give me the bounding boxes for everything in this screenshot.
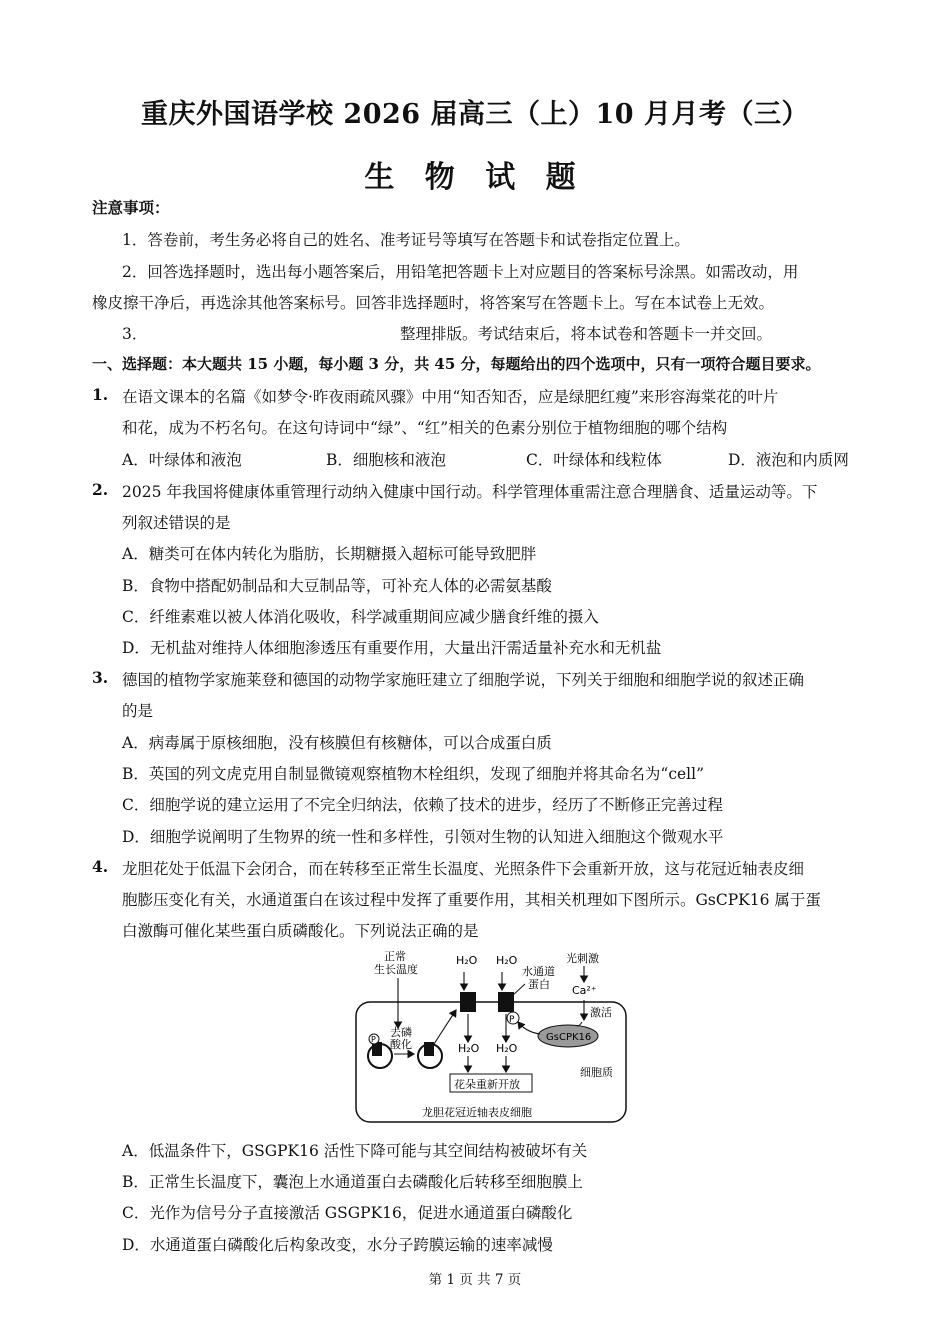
dephos-label-1: 去磷 [390,1026,412,1039]
notice-item-3-number: 3． [122,325,148,343]
cell-outline [356,1002,626,1122]
dephos-label-2: 酸化 [390,1038,412,1051]
question-number: 3. [92,668,109,687]
aquaporin-label-1: 水通道 [522,965,555,978]
kinase-arrow [518,1022,540,1034]
option-b: B．英国的列文虎克用自制显微镜观察植物木栓组织，发现了细胞并将其命名为“cell” [122,765,705,783]
option-d: D．无机盐对维持人体细胞渗透压有重要作用，大量出汗需适量补充水和无机盐 [122,639,662,657]
question-stem-line: 的是 [122,702,154,720]
h2o-inside-left: H₂O [458,1042,480,1055]
question-stem-line: 德国的植物学家施莱登和德国的动物学家施旺建立了细胞学说，下列关于细胞和细胞学说的叙述正确 [122,671,805,689]
question-stem-line: 白激酶可催化某些蛋白质磷酸化。下列说法正确的是 [122,922,479,940]
vesicle-channel-right [424,1042,434,1056]
cytoplasm-label: 细胞质 [580,1066,613,1079]
activate-label: 激活 [590,1006,612,1019]
notice-item-2-line-1: 2．回答选择题时，选出每小题答案后，用铅笔把答题卡上对应题目的答案标号涂黑。如需改动，用 [122,263,799,281]
phosphate-label: P [509,1015,515,1025]
option-a: A．叶绿体和液泡 [122,451,242,469]
aquaporin-channel-left [460,992,476,1012]
option-c: C．光作为信号分子直接激活 GSGPK16，促进水通道蛋白磷酸化 [122,1204,573,1222]
normal-temp-label-1: 正常 [384,950,406,963]
option-d: D．细胞学说阐明了生物界的统一性和多样性，引领对生物的认知进入细胞这个微观水平 [122,828,724,846]
aquaporin-label-2: 蛋白 [528,978,550,991]
notice-item-3-text: 整理排版。考试结束后，将本试卷和答题卡一并交回。 [400,325,773,343]
option-a: A．低温条件下，GSGPK16 活性下降可能与其空间结构被破坏有关 [122,1142,588,1160]
question-stem-line: 龙胆花处于低温下会闭合，而在转移至正常生长温度、光照条件下会重新开放，这与花冠近轴表皮细 [122,860,805,878]
calcium-label: Ca²⁺ [572,984,597,997]
exam-subtitle: 生 物 试 题 [364,160,586,195]
question-stem-line: 在语文课本的名篇《如梦令·昨夜雨疏风骤》中用“知否知否，应是绿肥红瘦”来形容海棠花的叶片 [122,388,779,406]
option-b: B．细胞核和液泡 [326,451,446,469]
cell-name-label: 龙胆花冠近轴表皮细胞 [422,1106,532,1119]
notice-item-2-line-2: 橡皮擦干净后，再选涂其他答案标号。回答非选择题时，将答案写在答题卡上。写在本试卷上无效。 [92,294,775,312]
h2o-top-left: H₂O [456,954,478,967]
section-heading: 一、选择题：本大题共 15 小题，每小题 3 分，共 45 分，每题给出的四个选项中，只有一项符合题目要求。 [92,355,821,373]
question-stem-line: 胞膨压变化有关，水通道蛋白在该过程中发挥了重要作用，其相关机理如下图所示。GsCPK16 属于蛋 [122,891,821,909]
exam-title: 重庆外国语学校 2026 届高三（上）10 月月考（三） [141,99,809,130]
notice-item-1: 1．答卷前，考生务必将自己的姓名、准考证号等填写在答题卡和试卷指定位置上。 [122,231,690,249]
kinase-label: GsCPK16 [546,1032,592,1043]
question-number: 4. [92,857,109,876]
option-d: D．水通道蛋白磷酸化后构象改变，水分子跨膜运输的速率减慢 [122,1236,553,1254]
option-b: B．食物中搭配奶制品和大豆制品等，可补充人体的必需氨基酸 [122,577,552,595]
option-c: C．叶绿体和线粒体 [526,451,662,469]
question-stem-line: 2025 年我国将健康体重管理行动纳入健康中国行动。科学管理体重需注意合理膳食、适量运动等。下 [122,483,818,501]
option-c: C．纤维素难以被人体消化吸收，科学减重期间应减少膳食纤维的摄入 [122,608,599,626]
notice-heading: 注意事项： [92,198,170,217]
question-stem-line: 和花，成为不朽名句。在这句诗词中“绿”、“红”相关的色素分别位于植物细胞的哪个结构 [122,419,728,437]
reopen-label: 花朵重新开放 [454,1078,520,1091]
normal-temp-label-2: 生长温度 [374,963,418,976]
translocation-arrow [434,1010,456,1044]
page-footer: 第 1 页 共 7 页 [428,1272,522,1288]
question-number: 1. [92,385,109,404]
mechanism-diagram [350,948,635,1128]
aquaporin-channel-right [498,992,514,1012]
h2o-top-right: H₂O [496,954,518,967]
option-a: A．糖类可在体内转化为脂肪，长期糖摄入超标可能导致肥胖 [122,545,537,563]
option-c: C．细胞学说的建立运用了不完全归纳法，依赖了技术的进步，经历了不断修正完善过程 [122,796,723,814]
option-a: A．病毒属于原核细胞，没有核膜但有核糖体，可以合成蛋白质 [122,734,552,752]
vesicle-phosphate-label: P [371,1035,376,1044]
option-d: D．液泡和内质网 [728,451,849,469]
h2o-inside-right: H₂O [496,1042,518,1055]
light-label: 光刺激 [566,952,599,965]
question-stem-line: 列叙述错误的是 [122,514,231,532]
activation-link [576,1022,582,1026]
option-b: B．正常生长温度下，囊泡上水通道蛋白去磷酸化后转移至细胞膜上 [122,1173,583,1191]
question-number: 2. [92,480,109,499]
